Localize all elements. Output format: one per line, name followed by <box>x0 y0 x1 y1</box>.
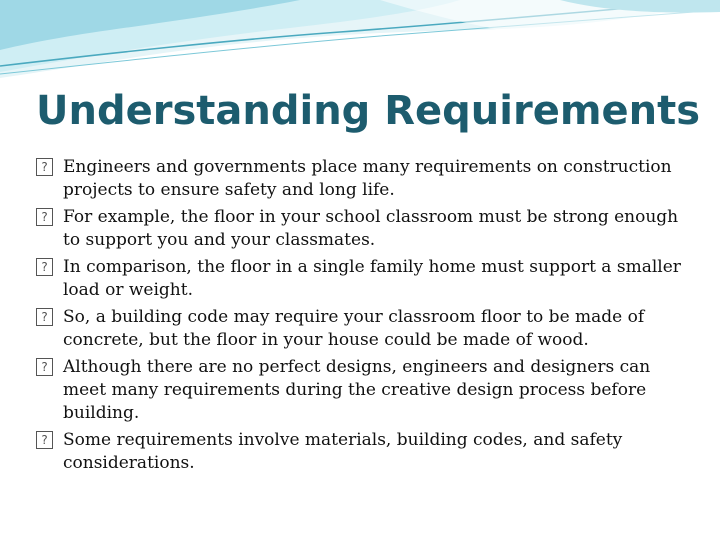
bullet-text: Although there are no perfect designs, engineers and designers can meet many requirements during the creative design process before building. <box>63 357 651 423</box>
bullet-item <box>36 156 686 202</box>
bullet-marker-icon: ? <box>36 158 53 176</box>
bullet-item <box>36 429 686 475</box>
bullet-text: So, a building code may require your classroom floor to be made of concrete, but the floor in your house could be made of wood. <box>63 307 645 350</box>
bullet-text: In comparison, the floor in a single family home must support a smaller load or weight. <box>63 257 681 300</box>
header-wave-decoration <box>0 0 720 90</box>
bullet-text: Engineers and governments place many requirements on construction projects to ensure safety and long life. <box>63 157 672 200</box>
bullet-text: For example, the floor in your school classroom must be strong enough to support you and your classmates. <box>63 207 679 250</box>
bullet-item <box>36 206 686 252</box>
bullet-marker-icon: ? <box>36 431 53 449</box>
bullet-marker-icon: ? <box>36 308 53 326</box>
bullet-marker-icon: ? <box>36 258 53 276</box>
bullet-marker-icon: ? <box>36 358 53 376</box>
bullet-text: Some requirements involve materials, building codes, and safety considerations. <box>63 430 623 473</box>
slide-title: Understanding Requirements <box>36 88 701 134</box>
bullet-marker-icon: ? <box>36 208 53 226</box>
bullet-item <box>36 306 686 352</box>
bullet-item <box>36 256 686 302</box>
bullet-list <box>36 156 686 479</box>
bullet-item <box>36 356 686 425</box>
